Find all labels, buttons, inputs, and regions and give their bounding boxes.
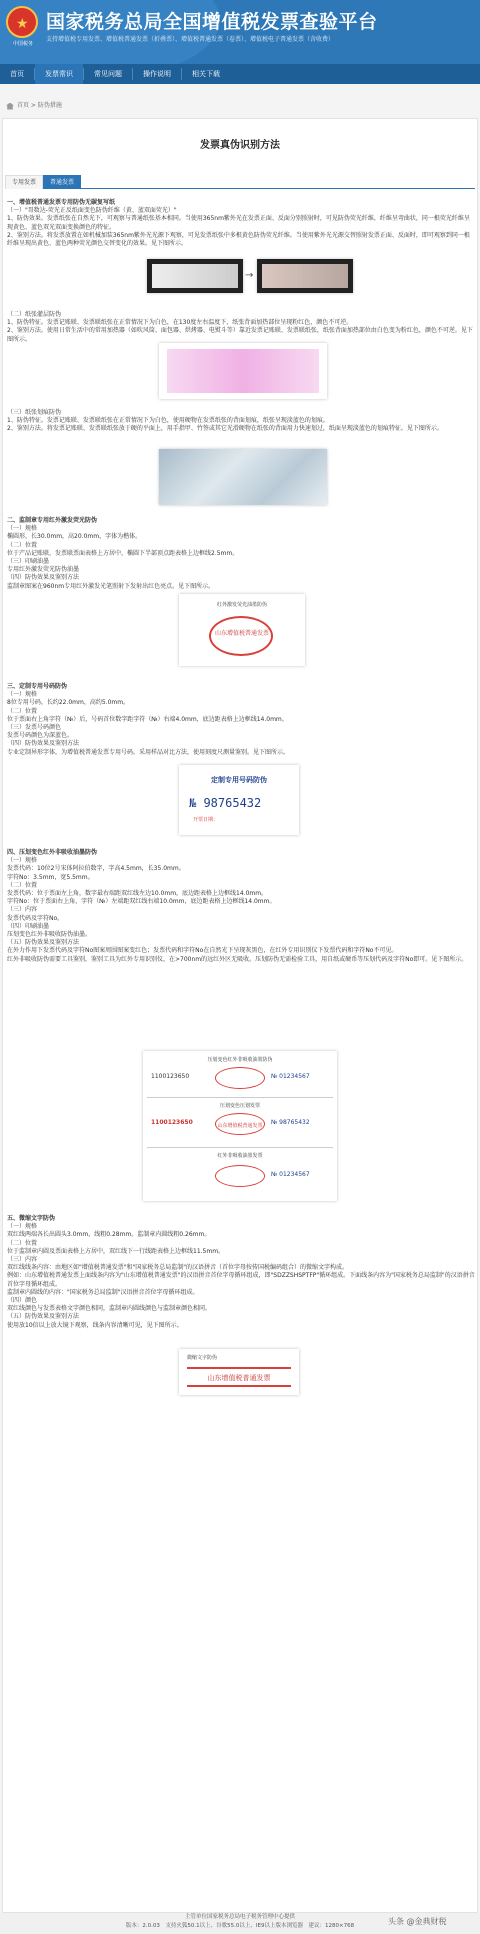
section-1-para: （一）"哥数达-荧光正反纸面变色防伪纤维（黄、蓝双面荧光）" <box>7 207 177 215</box>
divider <box>147 1097 333 1098</box>
section-5-para: 例如：山东增值税普通发票上面线条内容为"山东增值税普通发票"的汉语拼音首位字母循环组成，即"SDZZSHSPTFP"循环组成。下面线条内容为"国家税务总局监制"的汉语拼音首位字母循环组成。 <box>7 1272 475 1288</box>
spec-line: （一）规格 <box>7 857 38 865</box>
divider <box>147 1147 333 1148</box>
spec-line: （五）防伪效果及鉴别方法 <box>7 1313 80 1321</box>
spec-line: 双红线颜色与发票表格文字颜色相同，监制章内圆线颜色与监制章颜色相同。 <box>7 1305 212 1313</box>
spec-line: （三）内容 <box>7 906 38 914</box>
microtext-figure <box>179 1349 299 1395</box>
uv-paper-sample <box>152 264 238 288</box>
section-5-title: 五、微缩文字防伪 <box>7 1215 56 1222</box>
spec-line: 位于监制章内圆及票面表格上方居中，双红线下一行线距表格上边框线11.5mm。 <box>7 1247 225 1255</box>
page-title: 发票真伪识别方法 <box>200 140 280 151</box>
subsection-title: （三）纸张划痕防伪 <box>7 409 62 416</box>
section-2-title: 二、监制章专用红外激发荧光防伪 <box>7 517 98 524</box>
section-3-title: 三、定制专用号码防伪 <box>7 683 68 690</box>
breadcrumb-separator: > <box>29 101 38 109</box>
section-1-para: 1、防伪特征。发票记账联、发票联纸张在正常情况下为白色，在130度左右温度下，纸张背面加热部位呈现粉红色，颜色不可逆。 <box>7 319 353 327</box>
spec-line: （一）规格 <box>7 525 38 533</box>
spec-line: （四）防伪效果及鉴别方法 <box>7 574 80 582</box>
content-panel <box>2 118 478 1913</box>
spec-line: （三）内容 <box>7 1256 38 1264</box>
section-1-heat <box>7 311 475 344</box>
breadcrumb <box>6 100 62 112</box>
spec-line: （一）规格 <box>7 1223 38 1231</box>
nav-instructions[interactable]: 操作说明 <box>143 70 171 78</box>
section-5 <box>7 1215 475 1330</box>
site-header <box>0 0 480 64</box>
main-nav <box>0 64 480 84</box>
section-4 <box>7 849 475 964</box>
section-1-para: 1、防伪特征。发票记账联、发票联纸张在正常情况下为白色，使用硬物在发票纸张的背面划痕，纸张呈现淡蓝色的划痕。 <box>7 417 329 425</box>
section-4-para: 红外非吸收防伪需要工具鉴别，鉴别工具为红外专用识别仪，在>700nm的远红外区无吸收。压划防伪无需检验工具，用自纸或硬币等压划代码及字符No即可。见下图所示。 <box>7 955 468 963</box>
invoice-code: 1100123650 <box>151 1073 190 1080</box>
breadcrumb-home[interactable]: 首页 <box>17 101 30 109</box>
pink-paper-sample <box>167 349 319 393</box>
spec-line: 发票代码：10位2号宋体阿拉伯数字，字高4.5mm，长35.0mm。 <box>7 865 185 873</box>
spec-line: （三）发票号码颜色 <box>7 724 62 732</box>
uv-fiber-figure-left <box>147 259 243 293</box>
section-4-para: 在外力作用下发票代码及字符No图案周围图案变红色；发票代码和字符No在自然光下呈现灰黑色，在红外专用识别仪下发票代码和字符No不可见。 <box>7 947 398 955</box>
uv-fiber-figure-right <box>257 259 353 293</box>
section-3 <box>7 683 475 757</box>
stamp-text: 山东增值税普通发票 <box>214 630 269 637</box>
spec-line: （四）防伪效果及鉴别方法 <box>7 740 80 748</box>
spec-line: （二）位置 <box>7 1239 38 1247</box>
section-2 <box>7 517 475 591</box>
subsection-title: （二）纸张灌层防伪 <box>7 311 62 318</box>
section-5-para: 监制章内圆线的内容："国家税务总局监制"汉语拼音首位字母循环组成。 <box>7 1288 199 1296</box>
invoice-number: № 01234567 <box>271 1171 310 1178</box>
spec-line: 椭圆形，长30.0mm，高20.0mm，字体为楷体。 <box>7 533 142 541</box>
spec-line: 使用放10倍以上放大镜下观察，线条内容清晰可见，见下图所示。 <box>7 1321 183 1329</box>
emblem-caption: 中国税务 <box>12 41 33 47</box>
issue-date-label: 开票日期： <box>193 817 219 823</box>
site-subtitle: 支持增值税专用发票、增值税普通发票（折叠票）、增值税普通发票（卷票）、增值税电子普通发票（含收费） <box>46 36 335 43</box>
spec-line: 位于产品记账联、发票联票面表格上方居中，椭圆下半部顶点距表格上边框线2.5mm。 <box>7 549 239 557</box>
invoice-number: № 01234567 <box>271 1073 310 1080</box>
footer-line: 主管单位国家税务总局电子税务管理中心提供 <box>184 1914 295 1920</box>
spec-line: 双红线两端各长出圆头3.0mm，线粗0.28mm。监制章内圆线粗0.26mm。 <box>7 1231 211 1239</box>
stamp-oval <box>215 1165 265 1187</box>
invoice-number: № 98765432 <box>271 1119 310 1126</box>
figure-caption: 压划变色压划发票 <box>219 1103 260 1109</box>
site-title: 国家税务总局全国增值税发票查验平台 <box>46 11 378 33</box>
uv-paper-sample <box>262 264 348 288</box>
spec-line: 字符No：位于票面右上角，字符（№）左端距双红线右端10.0mm，底边距表格上边框线14.0mm。 <box>7 898 276 906</box>
section-1-para: 1、防伪效果。发票纸张在自然光下，可观察与普通纸张基本相同。当使用365nm紫外光在发票正面、反面分别照射时，可见防伪荧光纤维，纤维呈弯曲状，同一根荧光纤维呈现黄色、蓝色双光双面变换颜色的特征。 <box>7 215 470 231</box>
nav-faq[interactable]: 常见问题 <box>94 70 122 78</box>
spec-line: （四）印刷油墨 <box>7 922 50 930</box>
serial-number-figure <box>179 765 299 835</box>
spec-line: 8位专用号码，长约22.0mm，高约5.0mm。 <box>7 699 130 707</box>
serial-number: № 98765432 <box>189 796 262 810</box>
invoice-code-pressed: 1100123650 <box>151 1119 193 1126</box>
double-red-line <box>187 1385 291 1387</box>
section-1-title: 一、增值税普通发票专用防伪无碳复写纸 <box>7 199 116 206</box>
pressure-ink-figure <box>143 1051 337 1201</box>
section-1 <box>7 199 475 248</box>
spec-line: 字符No：3.5mm，宽5.5mm。 <box>7 873 94 881</box>
home-icon <box>6 103 14 110</box>
spec-line: 专业定制异形字体，为增值税普通发票专用号码。采用样品对比方法，使用刻度尺测量鉴别。见下图所示。 <box>7 748 290 756</box>
scratch-paper-figure <box>159 449 327 505</box>
spec-line: 压划变色红外非吸收防伪油墨。 <box>7 931 92 939</box>
spec-line: （一）规格 <box>7 691 38 699</box>
infrared-stamp-figure <box>179 594 305 666</box>
figure-caption: 红外激发荧光油墨防伪 <box>216 602 267 608</box>
stamp-text: 山东增值税普通发票 <box>217 1123 263 1129</box>
section-5-para: 双红线线条内容：由地区如"增值税普通发票"和"国家税务总局监制"的汉语拼音（首位字母按传国税编码组合）的微缩文字构成。 <box>7 1264 349 1272</box>
tab-special-invoice[interactable]: 专用发票 <box>5 175 43 189</box>
spec-line: （二）位置 <box>7 707 38 715</box>
spec-line: （三）印刷油墨 <box>7 558 50 566</box>
spec-line: 专用红外激发荧光防伪油墨 <box>7 566 80 574</box>
stamp-oval <box>215 1067 265 1089</box>
section-1-para: 2、鉴别方法。将发票放置在如机械加装365nm紫外光光源下观察，可见发票纸张中多根黄色防伪荧光纤维。当使用紫外光光源交替照射发票正面、反面时，即可观察到同一根纤维呈现出黄色、蓝色两种荧光颜色交替变化的效果。见下图所示。 <box>7 231 470 248</box>
arrow-icon: → <box>245 270 254 281</box>
spec-line: （二）位置 <box>7 881 38 889</box>
figure-caption: 定制专用号码防伪 <box>211 776 267 784</box>
spec-line: 发票代码：位于票面左上角，数字最右端距双红线左边10.0mm，底边距表格上边框线14.0mm。 <box>7 890 268 898</box>
heat-sensitive-paper-figure <box>159 343 327 399</box>
figure-caption: 微缩文字防伪 <box>187 1355 218 1361</box>
breadcrumb-current: 防伪措施 <box>37 101 62 109</box>
section-1-para: 2、鉴别方法。将发票记账联、发票联纸张放于硬的平面上，用手指甲、竹签或其它光滑硬物在纸张的背面用力快速划过，纸面呈现淡蓝色的划痕特征。见下图所示。 <box>7 425 443 433</box>
spec-line: 监制章图案在960nm专用红外激发光笔照射下发射出红色亮点。见下图所示。 <box>7 582 215 590</box>
nav-invoice-knowledge[interactable]: 发票常识 <box>35 64 83 84</box>
nav-downloads[interactable]: 相关下载 <box>192 70 220 78</box>
section-4-title: 四、压划变色红外非吸收油墨防伪 <box>7 849 98 856</box>
china-tax-emblem-icon: ★ <box>6 6 38 38</box>
spec-line: 发票代码及字符No。 <box>7 914 64 922</box>
double-red-line <box>187 1367 291 1369</box>
section-1-para: 2、鉴别方法。使用日常生活中的常用加热器（如吹风筒、面包器、烘烤器、电熨斗等）靠近发票记账联、发票联纸张，纸张背面加热部位由白色变为粉红色，颜色不可逆。见下图所示。 <box>7 327 473 343</box>
spec-line: （四）颜色 <box>7 1297 38 1305</box>
spec-line: 发票号码颜色为深蓝色。 <box>7 732 74 740</box>
watermark: 头条 @金典财税 <box>388 1917 447 1926</box>
spec-line: 位于票面右上角字符（№）后，号码首位数字距字符（№）右端4.0mm，底边距表格上边框线14.0mm。 <box>7 715 288 723</box>
section-1-scratch <box>7 409 475 434</box>
figure-caption: 压划变色红外非吸收油墨防伪 <box>207 1057 273 1063</box>
spec-line: （五）防伪效果及鉴别方法 <box>7 939 80 947</box>
spec-line: （二）位置 <box>7 541 38 549</box>
nav-home[interactable]: 首页 <box>10 70 24 78</box>
figure-caption: 红外非吸收油墨发票 <box>217 1153 263 1159</box>
footer-line: 版本：2.0.03 支持火狐50.1以上、谷歌55.0以上、IE9以上版本浏览器 建议：1280×768 <box>125 1923 355 1929</box>
stamp-text: 山东增值税普通发票 <box>207 1374 271 1382</box>
invoice-type-tabs <box>5 175 475 189</box>
tab-ordinary-invoice[interactable]: 普通发票 <box>43 175 81 189</box>
